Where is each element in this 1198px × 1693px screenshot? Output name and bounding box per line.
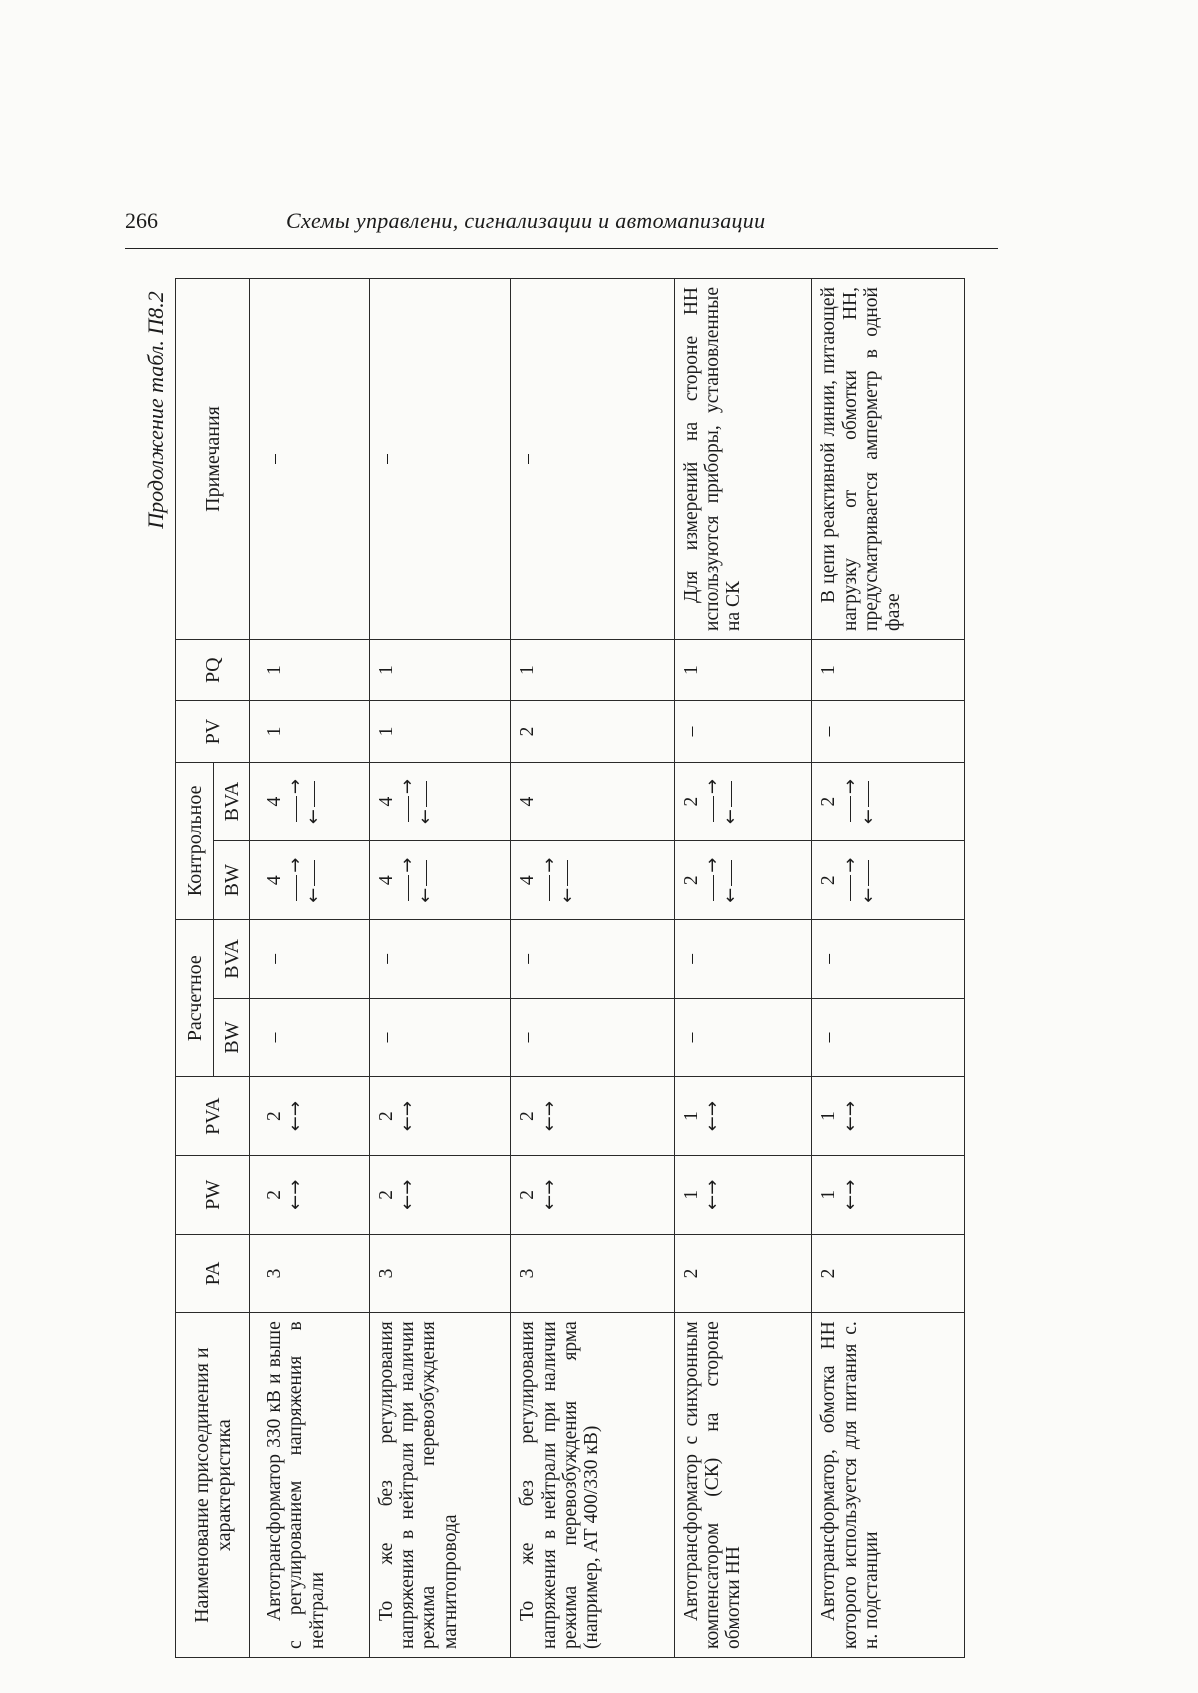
arrow-glyph: ←→ (839, 1179, 861, 1210)
cell-value: 2 (375, 1189, 397, 1200)
header-rule (125, 248, 998, 249)
arrow-right-icon: → (397, 857, 418, 873)
directional-arrows-icon (538, 857, 578, 903)
cell-value: 2 (680, 875, 702, 886)
cell-ctrl-bw (511, 841, 674, 920)
row-name: Автотрансформатор с синхронным компенсатором (СК) на стороне обмотки НН (674, 1313, 812, 1658)
arrow-right-icon: → (538, 857, 560, 873)
header-pq: PQ (176, 639, 250, 700)
cell-pv (369, 701, 511, 762)
cell-notes: – (511, 279, 674, 640)
cell-pa (511, 1234, 674, 1313)
arrow-left-icon: ← (415, 887, 436, 903)
cell-value: 4 (517, 796, 539, 807)
arrow-rule (549, 875, 550, 901)
running-title: Схемы управлени, сигнализации и автомапизации (286, 208, 766, 233)
cell-value: 1 (517, 665, 539, 676)
cell-value: 1 (818, 1189, 840, 1200)
cell-pa (812, 1234, 965, 1313)
cell-pv (812, 701, 965, 762)
arrow-rule (314, 860, 315, 886)
arrow-glyph: ←→ (839, 1101, 861, 1132)
arrow-left-line (857, 779, 879, 825)
cell-value: 1 (375, 665, 397, 676)
arrow-glyph: ←→ (538, 1101, 560, 1132)
cell-value: 2 (680, 1268, 702, 1279)
cell-pva (674, 1077, 812, 1156)
arrow-rule (868, 860, 869, 886)
cell-pv (674, 701, 812, 762)
arrow-left-line (722, 858, 740, 903)
cell-value: 2 (818, 875, 840, 886)
cell-ctrl-bw (250, 841, 370, 920)
arrow-rule (713, 796, 714, 822)
arrow-left-line (722, 779, 740, 824)
bidirectional-arrow-icon (287, 1101, 305, 1131)
arrow-rule (296, 875, 297, 901)
cell-value: 4 (264, 875, 285, 886)
arrow-rule (426, 781, 427, 807)
cell-value: 2 (818, 1268, 840, 1279)
cell-value: – (264, 1032, 285, 1043)
cell-notes: – (250, 279, 370, 640)
cell-calc-bva (674, 920, 812, 999)
instrument-table (175, 278, 965, 1658)
cell-notes: Для измерений на стороне НН используются приборы, установленные на СК (674, 279, 812, 640)
row-name: Автотрансформатор 330 кВ и выше с регулированием напряжения в нейтрали (250, 1313, 370, 1658)
cell-pa (674, 1234, 812, 1313)
arrow-right-icon: → (397, 779, 418, 795)
bidirectional-arrow-icon (287, 1180, 305, 1210)
cell-value: – (680, 954, 702, 964)
header-calc-bva: BVA (214, 920, 250, 999)
cell-value: 2 (264, 1111, 285, 1122)
header-pva: PVA (176, 1077, 250, 1156)
cell-value: 1 (375, 726, 397, 737)
arrow-left-icon: ← (857, 809, 879, 825)
cell-value: 2 (680, 796, 702, 807)
arrow-left-line (417, 779, 435, 824)
directional-arrows-icon (839, 779, 879, 825)
cell-value: 3 (517, 1268, 539, 1279)
arrow-glyph: ←→ (702, 1179, 724, 1210)
table-body (250, 279, 965, 1658)
bidirectional-arrow-icon (839, 1101, 861, 1132)
arrow-glyph: ←→ (285, 1179, 307, 1210)
arrow-left-icon: ← (720, 809, 742, 825)
cell-ctrl-bw (674, 841, 812, 920)
cell-pw (812, 1155, 965, 1234)
row-name: То же без регулирования напряжения в нейтрали при наличии режима перевозбуждения ярма (например, АТ 400/330 кВ) (511, 1313, 674, 1658)
cell-calc-bw (812, 998, 965, 1077)
cell-calc-bva (250, 920, 370, 999)
cell-value: – (680, 726, 702, 737)
cell-value: – (517, 1032, 539, 1043)
directional-arrows-icon (704, 779, 740, 824)
cell-value: – (517, 954, 539, 964)
cell-pq (812, 639, 965, 700)
directional-arrows-icon (399, 858, 435, 903)
cell-value: 1 (818, 1111, 840, 1122)
arrow-left-icon: ← (303, 809, 325, 825)
cell-ctrl-bva (369, 762, 511, 841)
cell-ctrl-bva (812, 762, 965, 841)
cell-calc-bva (369, 920, 511, 999)
arrow-left-icon: ← (720, 887, 742, 903)
directional-arrows-icon (839, 857, 879, 903)
table-row (511, 279, 674, 1658)
arrow-left-icon: ← (415, 809, 436, 825)
cell-pa (250, 1234, 370, 1313)
arrow-glyph: ←→ (538, 1179, 560, 1210)
header-pa: PA (176, 1234, 250, 1313)
header-calc-bw: BW (214, 998, 250, 1077)
row-name: То же без регулирования напряжения в нейтрали при наличии режима перевозбуждения магнитопровода (369, 1313, 511, 1658)
arrow-rule (408, 796, 409, 822)
table-row (674, 279, 812, 1658)
cell-value: – (680, 1032, 702, 1043)
cell-value: 2 (264, 1189, 285, 1200)
row-name: Автотрансформатор, обмотка НН которого используется для питания с. н. подстанции (812, 1313, 965, 1658)
cell-value: 2 (517, 1111, 539, 1122)
cell-value: – (818, 726, 840, 737)
bidirectional-arrow-icon (399, 1180, 417, 1210)
arrow-right-icon: → (839, 857, 861, 873)
cell-pw (511, 1155, 674, 1234)
arrow-rule (408, 875, 409, 901)
cell-value: 1 (680, 665, 702, 676)
cell-notes: – (369, 279, 511, 640)
cell-value: – (264, 954, 285, 964)
cell-ctrl-bw (812, 841, 965, 920)
arrow-right-icon: → (285, 857, 307, 873)
cell-calc-bw (369, 998, 511, 1077)
arrow-rule (850, 796, 851, 822)
arrow-right-icon: → (839, 779, 861, 795)
header-notes: Примечания (176, 279, 250, 640)
cell-ctrl-bva (674, 762, 812, 841)
cell-pw (674, 1155, 812, 1234)
cell-calc-bva (812, 920, 965, 999)
arrow-rule (713, 875, 714, 901)
cell-pq (369, 639, 511, 700)
cell-value: 3 (375, 1268, 397, 1279)
cell-value: 1 (264, 726, 285, 737)
cell-value: 2 (375, 1111, 397, 1122)
arrow-rule (850, 875, 851, 901)
cell-pv (250, 701, 370, 762)
cell-calc-bw (511, 998, 674, 1077)
cell-pq (250, 639, 370, 700)
arrow-glyph: ←→ (397, 1101, 418, 1132)
cell-ctrl-bva (511, 762, 674, 841)
arrow-rule (731, 781, 732, 807)
arrow-rule (426, 860, 427, 886)
arrow-glyph: ←→ (397, 1179, 418, 1210)
bidirectional-arrow-icon (538, 1179, 560, 1210)
header-control: Контрольное (176, 762, 214, 919)
cell-value: 4 (264, 796, 285, 807)
arrow-rule (567, 860, 568, 886)
cell-value: 1 (818, 665, 840, 676)
header-name: Наименование присоединения и характеристика (176, 1313, 250, 1658)
arrow-left-icon: ← (556, 887, 578, 903)
cell-value: 4 (375, 796, 397, 807)
arrow-right-icon: → (702, 857, 724, 873)
cell-pva (369, 1077, 511, 1156)
header-calc: Расчетное (176, 920, 214, 1077)
cell-value: – (375, 1032, 397, 1043)
table-row (369, 279, 511, 1658)
cell-value: 3 (264, 1268, 285, 1279)
cell-value: – (818, 1032, 840, 1043)
cell-pw (250, 1155, 370, 1234)
arrow-rule (314, 781, 315, 807)
cell-value: – (375, 954, 397, 964)
cell-pq (511, 639, 674, 700)
table-caption-text: Продолжение табл. П8.2 (143, 291, 168, 529)
arrow-right-icon: → (702, 779, 724, 795)
arrow-rule (731, 860, 732, 886)
cell-value: 1 (264, 665, 285, 676)
bidirectional-arrow-icon (704, 1180, 722, 1210)
arrow-rule (868, 781, 869, 807)
cell-ctrl-bw (369, 841, 511, 920)
cell-pv (511, 701, 674, 762)
page-number: 266 (125, 208, 158, 233)
cell-pw (369, 1155, 511, 1234)
arrow-rule (296, 796, 297, 822)
bidirectional-arrow-icon (704, 1101, 722, 1131)
cell-pq (674, 639, 812, 700)
directional-arrows-icon (399, 779, 435, 824)
cell-value: – (818, 954, 840, 964)
arrow-right-icon: → (285, 779, 307, 795)
arrow-left-line (857, 858, 879, 903)
cell-value: 2 (517, 1189, 539, 1200)
table-row (250, 279, 370, 1658)
cell-pva (250, 1077, 370, 1156)
bidirectional-arrow-icon (538, 1101, 560, 1132)
directional-arrows-icon (287, 858, 323, 903)
cell-value: 4 (517, 875, 539, 886)
cell-value: 2 (517, 726, 539, 737)
rotated-table-frame (175, 278, 965, 1658)
cell-value: 1 (680, 1111, 702, 1122)
arrow-glyph: ←→ (702, 1101, 724, 1132)
cell-value: 1 (680, 1189, 702, 1200)
arrow-left-line (305, 858, 323, 903)
cell-value: 4 (375, 875, 397, 886)
arrow-left-icon: ← (857, 887, 879, 903)
arrow-left-line (305, 779, 323, 824)
cell-value: 2 (818, 796, 840, 807)
cell-notes: В цепи реактивной линии, питающей нагрузку от обмотки НН, предусматривается амперметр в одной фазе (812, 279, 965, 640)
bidirectional-arrow-icon (839, 1179, 861, 1210)
bidirectional-arrow-icon (399, 1101, 417, 1131)
cell-ctrl-bva (250, 762, 370, 841)
arrow-left-icon: ← (303, 887, 325, 903)
header-pv: PV (176, 701, 250, 762)
arrow-left-line (556, 858, 578, 903)
header-ctrl-bva: BVA (214, 762, 250, 841)
cell-calc-bw (250, 998, 370, 1077)
table-row (812, 279, 965, 1658)
cell-pva (511, 1077, 674, 1156)
arrow-left-line (417, 858, 435, 903)
header-ctrl-bw: BW (214, 841, 250, 920)
cell-calc-bva (511, 920, 674, 999)
directional-arrows-icon (287, 779, 323, 824)
cell-pa (369, 1234, 511, 1313)
cell-calc-bw (674, 998, 812, 1077)
header-pw: PW (176, 1155, 250, 1234)
directional-arrows-icon (704, 858, 740, 903)
cell-pva (812, 1077, 965, 1156)
arrow-glyph: ←→ (285, 1101, 307, 1132)
rotated-table-area (175, 278, 965, 1658)
